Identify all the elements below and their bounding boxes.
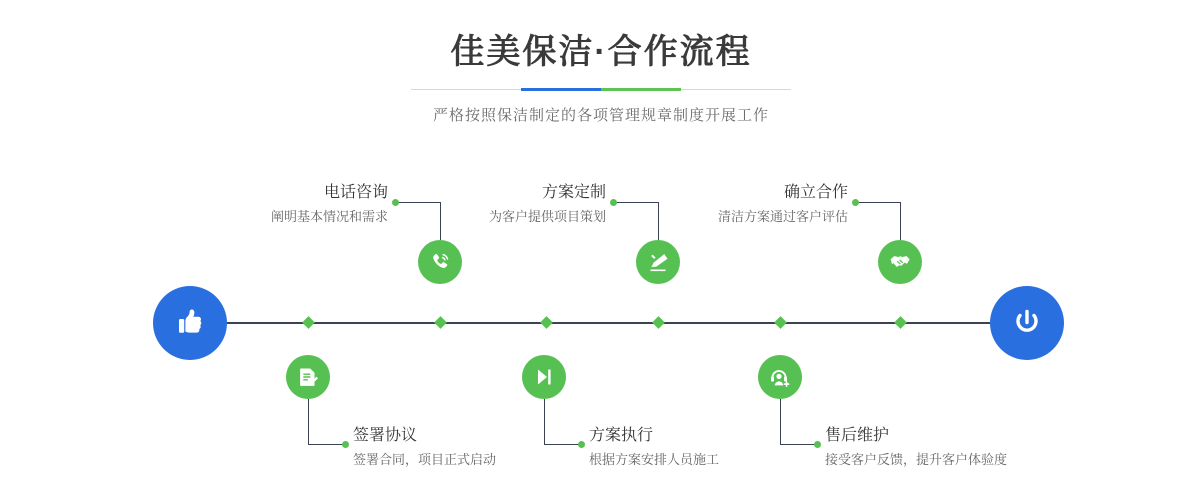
step-desc-1: 阐明基本情况和需求	[270, 209, 388, 224]
step-node-6	[758, 355, 802, 399]
step-node-5	[878, 240, 922, 284]
step-connector-6-v	[780, 399, 781, 444]
axis-marker-3	[652, 316, 665, 329]
step-connector-4-v	[544, 399, 545, 444]
customer-support-icon	[768, 365, 792, 389]
step-title-5: 确立合作	[783, 184, 848, 201]
step-connector-2-v	[308, 399, 309, 444]
page-title: 佳美保洁·合作流程	[450, 33, 752, 71]
step-title-1: 电话咨询	[323, 184, 388, 201]
title-divider	[411, 88, 791, 91]
step-connector-5-h	[856, 202, 900, 203]
step-node-2	[286, 355, 330, 399]
timeline-axis	[160, 322, 1040, 324]
step-connector-dot-4	[578, 441, 585, 448]
step-connector-6-h	[780, 444, 818, 445]
step-title-2: 签署协议	[353, 427, 418, 444]
step-node-1	[418, 240, 462, 284]
phone-call-icon	[428, 250, 452, 274]
step-node-4	[522, 355, 566, 399]
step-desc-4: 根据方案安排人员施工	[589, 452, 720, 467]
timeline-end-node	[990, 286, 1064, 360]
step-label-5	[518, 182, 848, 227]
divider-segment-blue	[521, 88, 601, 91]
step-title-4: 方案执行	[589, 427, 654, 444]
step-connector-5-v	[900, 202, 901, 240]
thumbs-up-icon	[172, 305, 208, 341]
page-subtitle: 严格按照保洁制定的各项管理规章制度开展工作	[432, 107, 769, 124]
power-icon	[1009, 305, 1045, 341]
step-desc-6: 接受客户反馈，提升客户体验度	[825, 452, 1008, 467]
step-label-6	[825, 425, 1185, 470]
axis-marker-extra-a	[540, 316, 553, 329]
header	[0, 30, 1202, 125]
handshake-icon	[888, 250, 912, 274]
step-desc-3: 为客户提供项目策划	[488, 209, 606, 224]
axis-marker-1	[434, 316, 447, 329]
axis-marker-2	[302, 316, 315, 329]
step-connector-dot-2	[342, 441, 349, 448]
step-connector-2-h	[308, 444, 346, 445]
step-connector-4-h	[544, 444, 582, 445]
step-connector-dot-6	[814, 441, 821, 448]
timeline-start-node	[153, 286, 227, 360]
axis-marker-extra-b	[774, 316, 787, 329]
timeline	[0, 150, 1202, 502]
divider-segment-green	[601, 88, 681, 91]
play-forward-icon	[532, 365, 556, 389]
step-desc-5: 清洁方案通过客户评估	[717, 209, 848, 224]
step-title-3: 方案定制	[541, 184, 606, 201]
step-node-3	[636, 240, 680, 284]
pencil-plan-icon	[646, 250, 670, 274]
step-connector-dot-5	[852, 199, 859, 206]
sign-document-icon	[296, 365, 320, 389]
step-desc-2: 签署合同，项目正式启动	[353, 452, 497, 467]
step-title-6: 售后维护	[825, 427, 890, 444]
axis-marker-5	[894, 316, 907, 329]
